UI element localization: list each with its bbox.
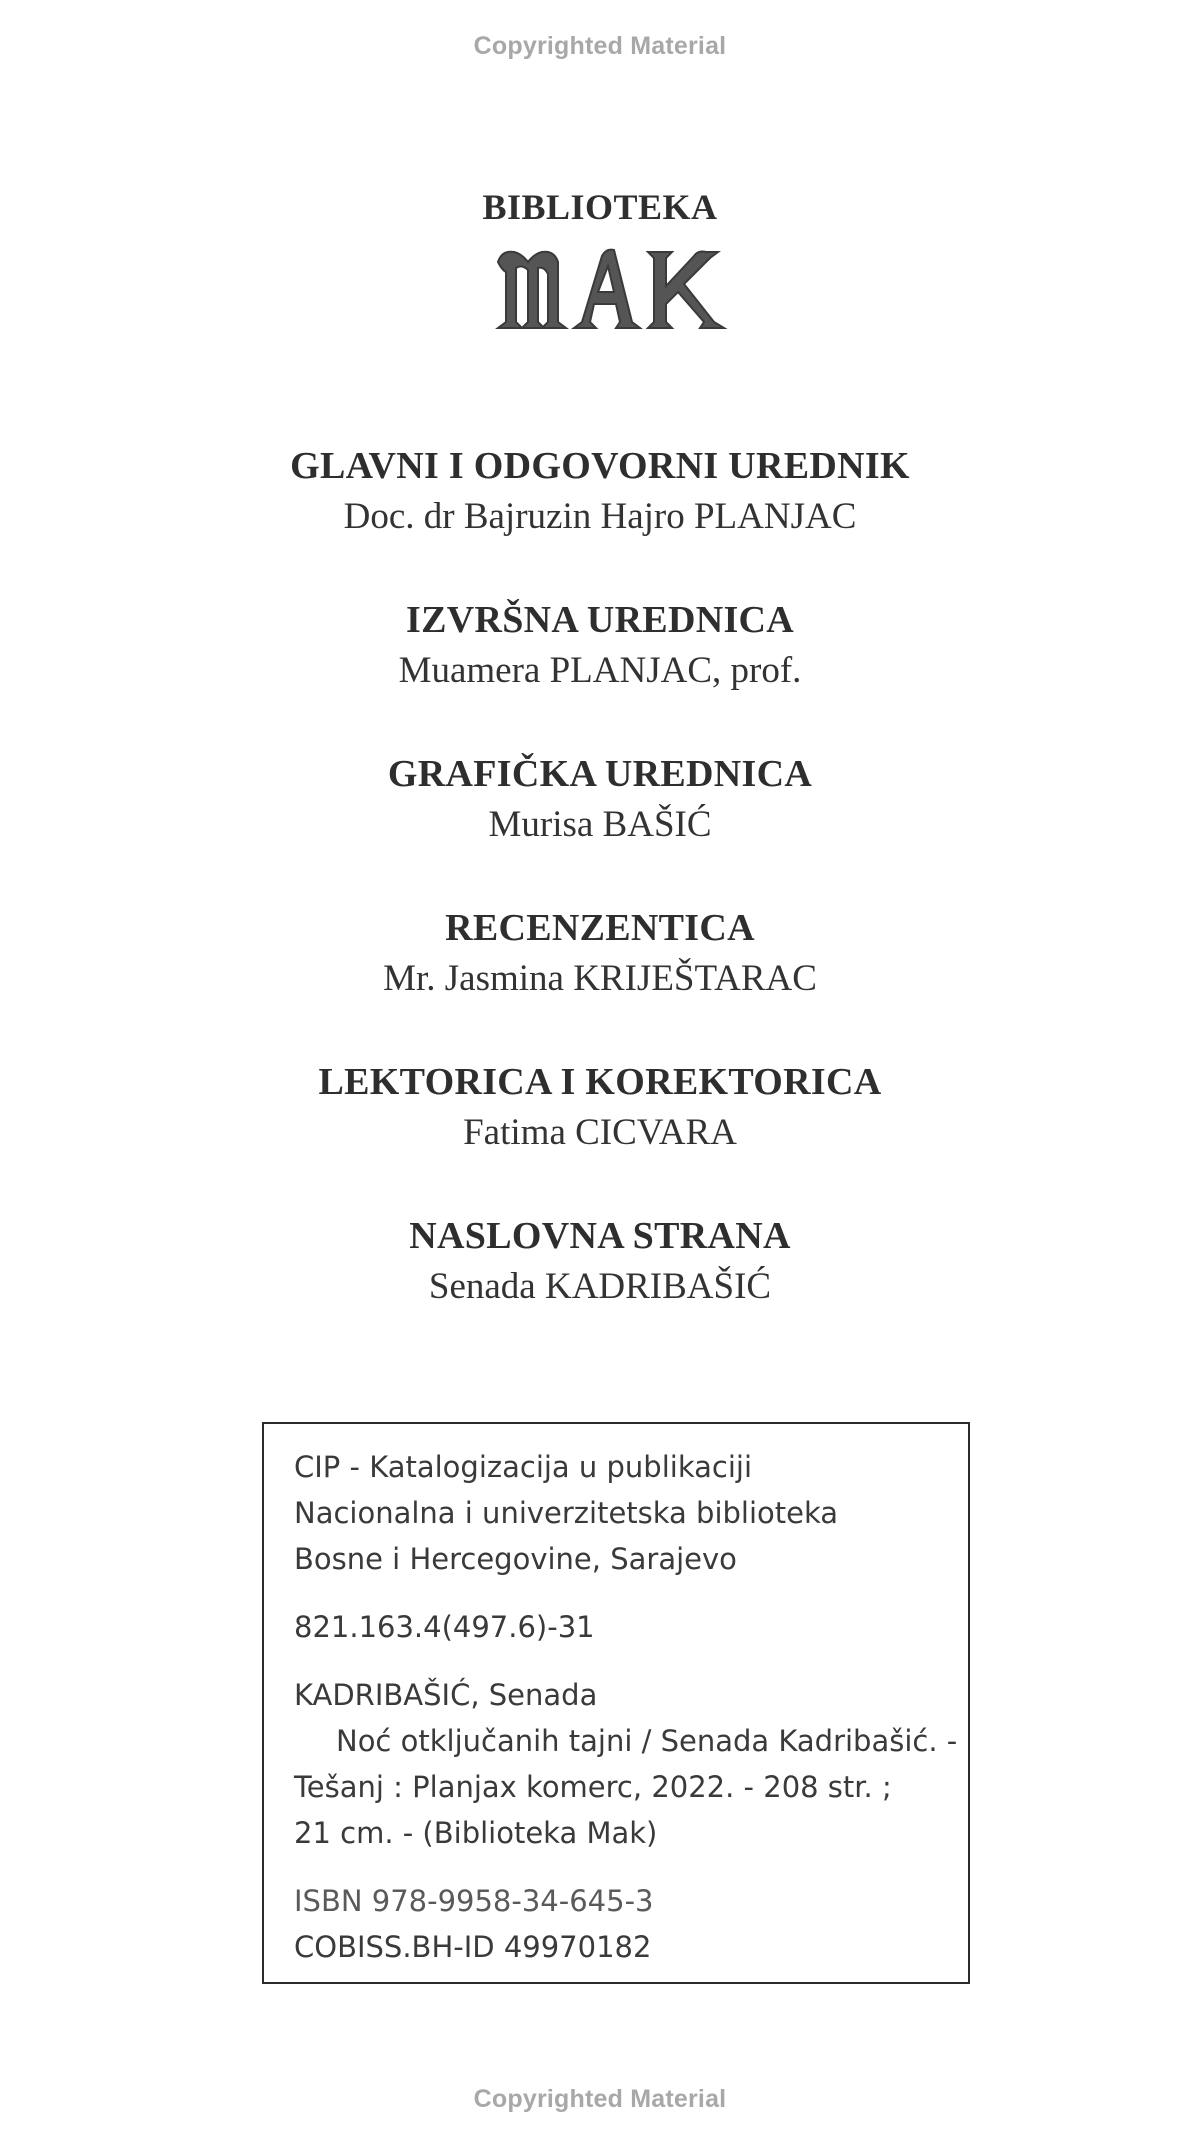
library-label: BIBLIOTEKA	[482, 187, 718, 227]
cip-author: KADRIBAŠIĆ, Senada	[294, 1678, 598, 1712]
cip-header-line: Bosne i Hercegovine, Sarajevo	[294, 1542, 737, 1576]
credit-role: IZVRŠNA UREDNICA	[405, 599, 795, 641]
credit-name: Senada KADRIBAŠIĆ	[428, 1266, 772, 1307]
mak-logo	[492, 242, 736, 334]
credit-reviewer	[0, 902, 1200, 1056]
cip-isbn: ISBN 978-9958-34-645-3	[294, 1884, 654, 1918]
copyright-watermark-bottom: Copyrighted Material	[473, 2085, 727, 2113]
cip-description-line: Tešanj : Planjax komerc, 2022. - 208 str. ;	[294, 1770, 892, 1804]
credit-name: Fatima CICVARA	[463, 1112, 737, 1153]
credit-graphic-editor	[0, 748, 1200, 902]
credit-role: GLAVNI I ODGOVORNI UREDNIK	[290, 445, 910, 487]
cip-record-box	[262, 1422, 970, 1984]
cip-description-line: Noć otključanih tajni / Senada Kadribašić. -	[336, 1724, 958, 1758]
copyright-watermark-top: Copyrighted Material	[473, 32, 727, 60]
credit-cover-design	[0, 1210, 1200, 1364]
credits-list	[0, 440, 1200, 1364]
cip-udc: 821.163.4(497.6)-31	[294, 1610, 595, 1644]
credit-name: Doc. dr Bajruzin Hajro PLANJAC	[343, 496, 857, 537]
credit-name: Mr. Jasmina KRIJEŠTARAC	[383, 958, 817, 999]
credit-executive-editor	[0, 594, 1200, 748]
credit-name: Muamera PLANJAC, prof.	[398, 650, 802, 691]
cip-header-line: Nacionalna i univerzitetska biblioteka	[294, 1496, 839, 1530]
credit-role: LEKTORICA I KOREKTORICA	[318, 1061, 882, 1103]
cip-header-line: CIP - Katalogizacija u publikaciji	[294, 1450, 752, 1484]
credit-name: Murisa BAŠIĆ	[488, 804, 712, 845]
credit-role: RECENZENTICA	[445, 907, 755, 949]
credit-proofreader	[0, 1056, 1200, 1210]
credit-editor-in-chief	[0, 440, 1200, 594]
cip-cobiss-id: COBISS.BH-ID 49970182	[294, 1930, 652, 1964]
cip-description-line: 21 cm. - (Biblioteka Mak)	[294, 1816, 658, 1850]
credit-role: GRAFIČKA UREDNICA	[387, 753, 813, 795]
credit-role: NASLOVNA STRANA	[409, 1215, 791, 1257]
